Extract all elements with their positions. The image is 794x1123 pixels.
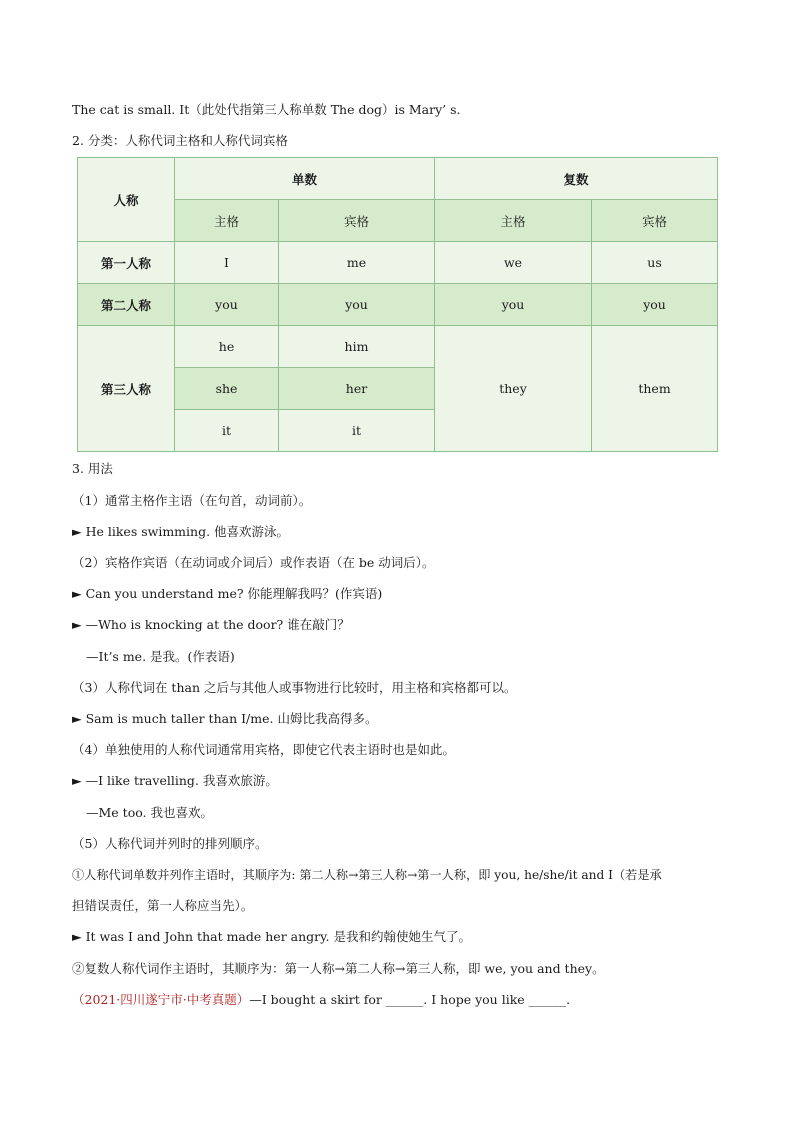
usage-rule-5-2: ②复数人称代词作主语时，其顺序为：第一人称→第二人称→第三人称，即 we, you and they。 [72,961,605,976]
usage-rule-2: （2）宾格作宾语（在动词或介词后）或作表语（在 be 动词后）。 [72,555,435,570]
table-cell: he [175,326,279,368]
table-cell: him [279,326,435,368]
usage-rule-1: （1）通常主格作主语（在句首，动词前）。 [72,493,312,508]
plural-header: 复数 [435,158,718,200]
table-cell: me [279,242,435,284]
table-cell: they [435,326,592,452]
usage-example-2c: —It’s me. 是我。(作表语) [86,649,235,664]
section-3-title: 3. 用法 [72,461,113,476]
section-2-title: 2. 分类：人称代词主格和人称代词宾格 [72,133,288,148]
table-row [78,284,718,326]
intro-sentence: The cat is small. It（此处代指第三人称单数 The dog）is Mary’ s. [72,102,461,117]
usage-rule-5: （5）人称代词并列时的排列顺序。 [72,836,268,851]
sing-obj-header: 宾格 [279,200,435,242]
person-header: 人称 [78,158,175,242]
usage-example-1: ► He likes swimming. 他喜欢游泳。 [72,524,290,539]
first-person-label: 第一人称 [78,242,175,284]
third-person-label: 第三人称 [78,326,175,452]
pl-obj-header: 宾格 [592,200,718,242]
table-cell: we [435,242,592,284]
usage-example-4b: —Me too. 我也喜欢。 [86,805,213,820]
singular-header: 单数 [175,158,435,200]
usage-example-3: ► Sam is much taller than I/me. 山姆比我高得多。 [72,711,378,726]
table-cell: you [435,284,592,326]
table-row [78,326,718,368]
table-cell: she [175,368,279,410]
second-person-label: 第二人称 [78,284,175,326]
table-cell: us [592,242,718,284]
usage-rule-4: （4）单独使用的人称代词通常用宾格，即使它代表主语时也是如此。 [72,742,455,757]
table-cell: you [279,284,435,326]
table-cell: you [592,284,718,326]
usage-rule-3: （3）人称代词在 than 之后与其他人或事物进行比较时，用主格和宾格都可以。 [72,680,517,695]
usage-example-2a: ► Can you understand me? 你能理解我吗？(作宾语) [72,586,383,601]
table-cell: it [175,410,279,452]
exam-question-text: —I bought a skirt for ______. I hope you like ______. [249,992,571,1007]
table-cell: I [175,242,279,284]
usage-example-5: ► It was I and John that made her angry. 是我和约翰使她生气了。 [72,929,471,944]
exam-source: （2021·四川遂宁市·中考真题） [72,992,250,1007]
table-cell: it [279,410,435,452]
table-cell: you [175,284,279,326]
pl-subj-header: 主格 [435,200,592,242]
usage-example-2b: ► —Who is knocking at the door? 谁在敲门？ [72,617,350,632]
table-cell: them [592,326,718,452]
usage-rule-5-1b: 担错误责任，第一人称应当先）。 [72,898,254,913]
table-row [78,242,718,284]
exam-question [72,991,570,1009]
table-cell: her [279,368,435,410]
usage-example-4a: ► —I like travelling. 我喜欢旅游。 [72,773,278,788]
pronoun-table [77,157,718,452]
usage-rule-5-1a: ①人称代词单数并列作主语时，其顺序为: 第二人称→第三人称→第一人称，即 you, he/she/it and I（若是承 [72,868,662,882]
sing-subj-header: 主格 [175,200,279,242]
